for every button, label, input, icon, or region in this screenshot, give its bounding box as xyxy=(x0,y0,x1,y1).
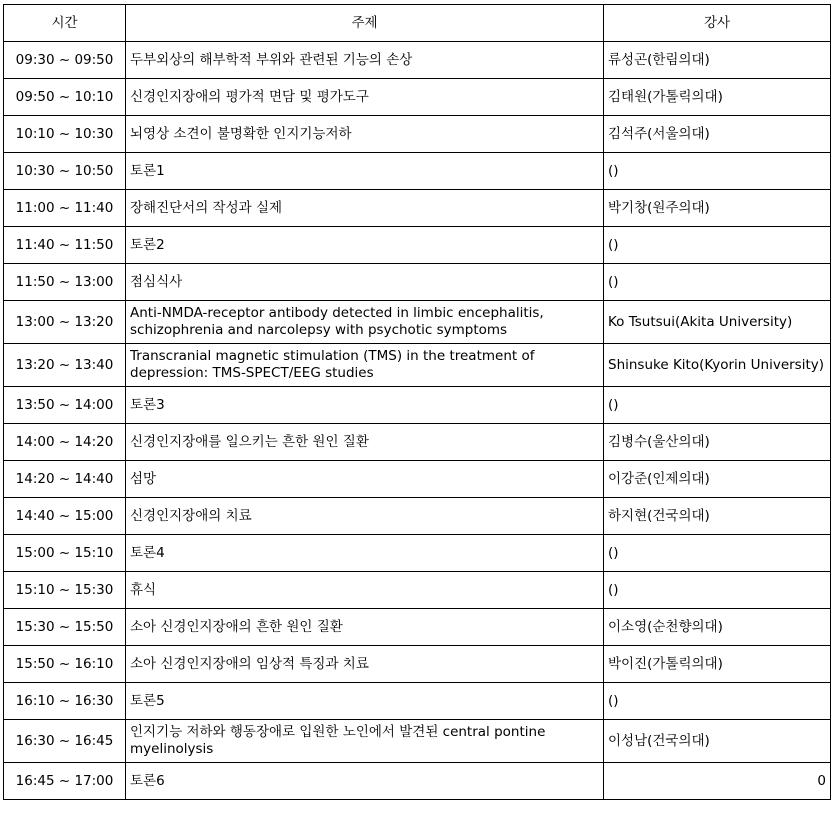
topic-cell: 토론4 xyxy=(126,535,604,572)
time-cell: 13:00 ~ 13:20 xyxy=(4,301,126,344)
topic-cell: 토론1 xyxy=(126,153,604,190)
table-row xyxy=(4,42,831,79)
time-cell: 16:10 ~ 16:30 xyxy=(4,683,126,720)
speaker-cell: () xyxy=(604,683,831,720)
table-row xyxy=(4,344,831,387)
header-topic: 주제 xyxy=(126,5,604,42)
topic-cell: 뇌영상 소견이 불명확한 인지기능저하 xyxy=(126,116,604,153)
header-row xyxy=(4,5,831,42)
header-speaker: 강사 xyxy=(604,5,831,42)
header-time: 시간 xyxy=(4,5,126,42)
speaker-cell: 하지현(건국의대) xyxy=(604,498,831,535)
speaker-cell: Shinsuke Kito(Kyorin University) xyxy=(604,344,831,387)
time-cell: 13:20 ~ 13:40 xyxy=(4,344,126,387)
topic-cell: 신경인지장애의 치료 xyxy=(126,498,604,535)
time-cell: 15:00 ~ 15:10 xyxy=(4,535,126,572)
speaker-cell: 이성남(건국의대) xyxy=(604,720,831,763)
speaker-cell: () xyxy=(604,153,831,190)
speaker-cell: () xyxy=(604,535,831,572)
table-row xyxy=(4,227,831,264)
topic-cell: 인지기능 저하와 행동장애로 입원한 노인에서 발견된 central pontine myelinolysis xyxy=(126,720,604,763)
table-row xyxy=(4,683,831,720)
table-row xyxy=(4,720,831,763)
speaker-cell: () xyxy=(604,572,831,609)
speaker-cell: 이소영(순천향의대) xyxy=(604,609,831,646)
time-cell: 10:10 ~ 10:30 xyxy=(4,116,126,153)
speaker-cell: () xyxy=(604,227,831,264)
table-row xyxy=(4,424,831,461)
table-row xyxy=(4,572,831,609)
speaker-cell: 박기창(원주의대) xyxy=(604,190,831,227)
speaker-cell: 박이진(가톨릭의대) xyxy=(604,646,831,683)
topic-cell: 휴식 xyxy=(126,572,604,609)
time-cell: 16:30 ~ 16:45 xyxy=(4,720,126,763)
topic-cell: 두부외상의 해부학적 부위와 관련된 기능의 손상 xyxy=(126,42,604,79)
table-row xyxy=(4,190,831,227)
table-row xyxy=(4,387,831,424)
speaker-cell: 김태원(가톨릭의대) xyxy=(604,79,831,116)
topic-cell: 신경인지장애를 일으키는 흔한 원인 질환 xyxy=(126,424,604,461)
table-row xyxy=(4,264,831,301)
topic-cell: Anti-NMDA-receptor antibody detected in limbic encephalitis, schizophrenia and narcolepsy with psychotic symptoms xyxy=(126,301,604,344)
time-cell: 11:40 ~ 11:50 xyxy=(4,227,126,264)
topic-cell: 섬망 xyxy=(126,461,604,498)
time-cell: 10:30 ~ 10:50 xyxy=(4,153,126,190)
table-row xyxy=(4,498,831,535)
time-cell: 09:30 ~ 09:50 xyxy=(4,42,126,79)
topic-cell: 토론3 xyxy=(126,387,604,424)
speaker-cell: Ko Tsutsui(Akita University) xyxy=(604,301,831,344)
table-row xyxy=(4,153,831,190)
topic-cell: 신경인지장애의 평가적 면담 및 평가도구 xyxy=(126,79,604,116)
time-cell: 15:10 ~ 15:30 xyxy=(4,572,126,609)
time-cell: 11:00 ~ 11:40 xyxy=(4,190,126,227)
time-cell: 15:50 ~ 16:10 xyxy=(4,646,126,683)
time-cell: 14:40 ~ 15:00 xyxy=(4,498,126,535)
table-row xyxy=(4,609,831,646)
topic-cell: 점심식사 xyxy=(126,264,604,301)
time-cell: 15:30 ~ 15:50 xyxy=(4,609,126,646)
speaker-cell: () xyxy=(604,387,831,424)
table-row xyxy=(4,763,831,800)
time-cell: 14:00 ~ 14:20 xyxy=(4,424,126,461)
topic-cell: Transcranial magnetic stimulation (TMS) in the treatment of depression: TMS-SPECT/EEG studies xyxy=(126,344,604,387)
topic-cell: 토론2 xyxy=(126,227,604,264)
speaker-cell: 이강준(인제의대) xyxy=(604,461,831,498)
table-row xyxy=(4,116,831,153)
table-row xyxy=(4,301,831,344)
time-cell: 13:50 ~ 14:00 xyxy=(4,387,126,424)
time-cell: 16:45 ~ 17:00 xyxy=(4,763,126,800)
time-cell: 14:20 ~ 14:40 xyxy=(4,461,126,498)
table-row xyxy=(4,461,831,498)
speaker-cell: 김병수(울산의대) xyxy=(604,424,831,461)
topic-cell: 토론6 xyxy=(126,763,604,800)
table-row xyxy=(4,535,831,572)
topic-cell: 장해진단서의 작성과 실제 xyxy=(126,190,604,227)
table-row xyxy=(4,646,831,683)
topic-cell: 소아 신경인지장애의 임상적 특징과 치료 xyxy=(126,646,604,683)
topic-cell: 토론5 xyxy=(126,683,604,720)
speaker-cell: 김석주(서울의대) xyxy=(604,116,831,153)
speaker-cell: 0 xyxy=(604,763,831,800)
speaker-cell: 류성곤(한림의대) xyxy=(604,42,831,79)
table-row xyxy=(4,79,831,116)
speaker-cell: () xyxy=(604,264,831,301)
topic-cell: 소아 신경인지장애의 흔한 원인 질환 xyxy=(126,609,604,646)
time-cell: 09:50 ~ 10:10 xyxy=(4,79,126,116)
schedule-table xyxy=(3,4,831,800)
time-cell: 11:50 ~ 13:00 xyxy=(4,264,126,301)
